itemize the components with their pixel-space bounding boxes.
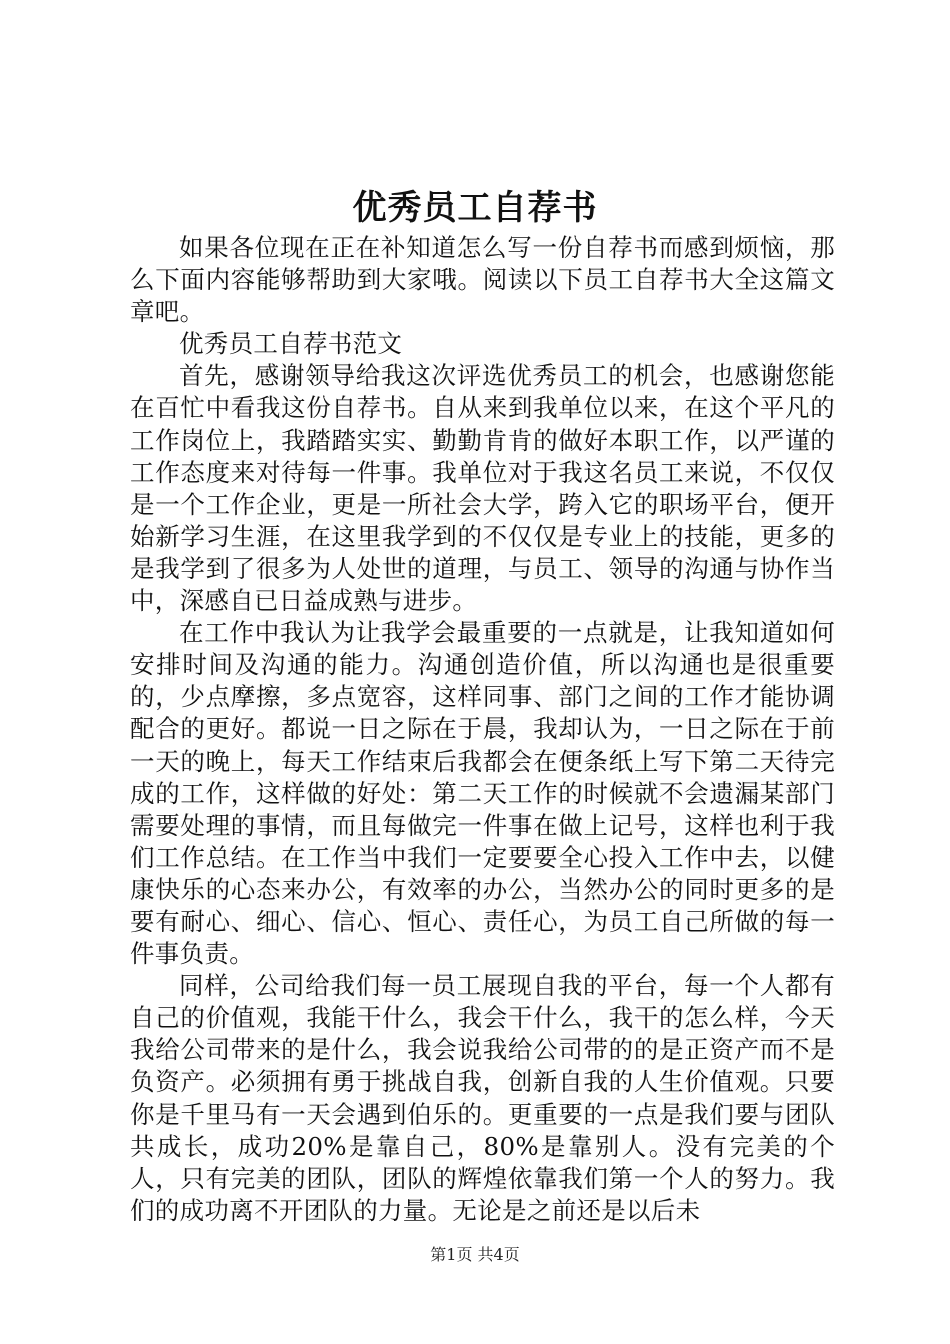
- section-heading: 优秀员工自荐书范文: [179, 329, 403, 359]
- intro-paragraph: 如果各位现在正在补知道怎么写一份自荐书而感到烦恼，那么下面内容能够帮助到大家哦。阅读以下员工自荐书大全这篇文章吧。: [130, 233, 835, 327]
- page-footer: 第1页 共4页: [430, 1245, 520, 1264]
- document-body: [130, 232, 835, 1227]
- body-paragraph-3: 同样，公司给我们每一员工展现自我的平台，每一个人都有自己的价值观，我能干什么，我会干什么，我干的怎么样，今天我给公司带来的是什么，我会说我给公司带的的是正资产而不是负资产。必须拥有勇于挑战自我，创新自我的人生价值观。只要你是千里马有一天会遇到伯乐的。更重要的一点是我们要与团队共成长，成功20%是靠自己，80%是靠别人。没有完美的个人，只有完美的团队，团队的辉煌依靠我们第一个人的努力。我们的成功离不开团队的力量。无论是之前还是以后未: [130, 971, 835, 1225]
- body-paragraph-1: 首先，感谢领导给我这次评选优秀员工的机会，也感谢您能在百忙中看我这份自荐书。自从来到我单位以来，在这个平凡的工作岗位上，我踏踏实实、勤勤肯肯的做好本职工作，以严谨的工作态度来对待每一件事。我单位对于我这名员工来说，不仅仅是一个工作企业，更是一所社会大学，跨入它的职场平台，便开始新学习生涯，在这里我学到的不仅仅是专业上的技能，更多的是我学到了很多为人处世的道理，与员工、领导的沟通与协作当中，深感自已日益成熟与进步。: [130, 361, 835, 616]
- document-title: 优秀员工自荐书: [352, 188, 598, 228]
- body-paragraph-2: 在工作中我认为让我学会最重要的一点就是，让我知道如何安排时间及沟通的能力。沟通创造价值，所以沟通也是很重要的，少点摩擦，多点宽容，这样同事、部门之间的工作才能协调配合的更好。都说一日之际在于晨，我却认为，一日之际在于前一天的晚上，每天工作结束后我都会在便条纸上写下第二天待完成的工作，这样做的好处：第二天工作的时候就不会遗漏某部门需要处理的事情，而且每做完一件事在做上记号，这样也利于我们工作总结。在工作当中我们一定要要全心投入工作中去，以健康快乐的心态来办公，有效率的办公，当然办公的同时更多的是要有耐心、细心、信心、恒心、责任心，为员工自己所做的每一件事负责。: [130, 618, 835, 969]
